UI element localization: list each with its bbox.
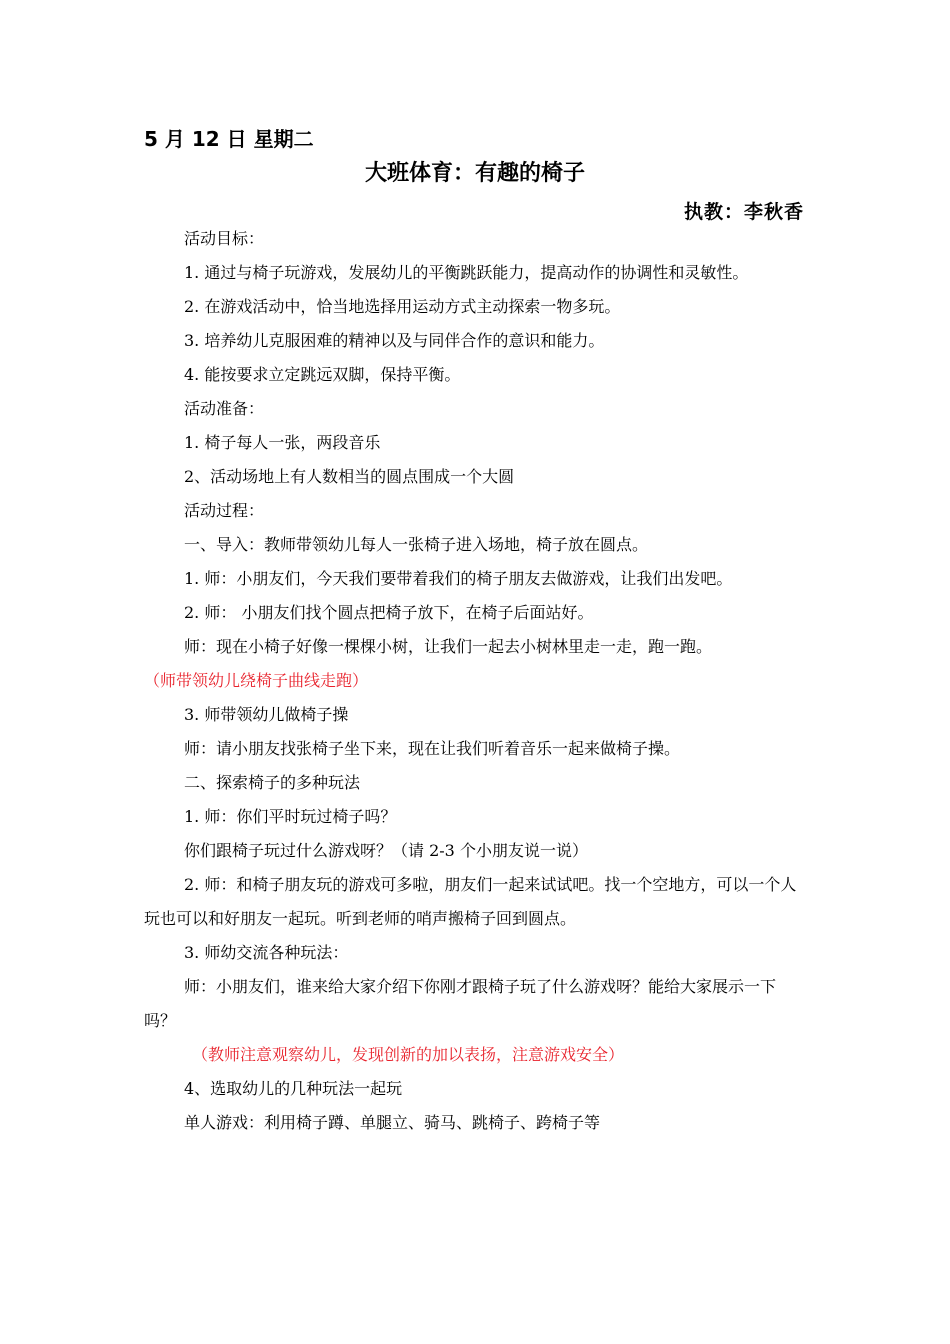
lesson-body bbox=[144, 222, 806, 1140]
section-heading-explore: 二、探索椅子的多种玩法 bbox=[184, 773, 361, 792]
paragraph: 一、导入：教师带领幼儿每人一张椅子进入场地，椅子放在圆点。 bbox=[184, 535, 649, 554]
paragraph: 1. 椅子每人一张，两段音乐 bbox=[184, 433, 381, 452]
paragraph: 2. 师：和椅子朋友玩的游戏可多啦，朋友们一起来试试吧。找一个空地方，可以一个人玩也可以和好朋友一起玩。听到老师的哨声搬椅子回到圆点。 bbox=[144, 875, 797, 928]
red-annotation: （师带领幼儿绕椅子曲线走跑） bbox=[144, 671, 369, 690]
paragraph: 2. 师： 小朋友们找个圆点把椅子放下，在椅子后面站好。 bbox=[184, 603, 594, 622]
paragraph: 1. 师：小朋友们，今天我们要带着我们的椅子朋友去做游戏，让我们出发吧。 bbox=[184, 569, 733, 588]
red-annotation: （教师注意观察幼儿，发现创新的加以表扬，注意游戏安全） bbox=[192, 1045, 625, 1064]
paragraph: 1. 通过与椅子玩游戏，发展幼儿的平衡跳跃能力，提高动作的协调性和灵敏性。 bbox=[184, 263, 749, 282]
paragraph: 3. 师幼交流各种玩法： bbox=[184, 943, 349, 962]
paragraph: 3. 培养幼儿克服困难的精神以及与同伴合作的意识和能力。 bbox=[184, 331, 605, 350]
paragraph: 2、活动场地上有人数相当的圆点围成一个大圆 bbox=[184, 467, 515, 486]
paragraph: 3. 师带领幼儿做椅子操 bbox=[184, 705, 349, 724]
section-heading-prep: 活动准备： bbox=[184, 399, 265, 418]
section-heading-goals: 活动目标： bbox=[184, 229, 265, 248]
section-heading-process: 活动过程： bbox=[184, 501, 265, 520]
paragraph: 师：小朋友们，谁来给大家介绍下你刚才跟椅子玩了什么游戏呀？能给大家展示一下吗？ bbox=[144, 977, 777, 1030]
paragraph: 单人游戏：利用椅子蹲、单腿立、骑马、跳椅子、跨椅子等 bbox=[184, 1113, 601, 1132]
lesson-title: 大班体育：有趣的椅子 bbox=[364, 161, 585, 186]
date-heading: 5 月 12 日 星期二 bbox=[144, 127, 314, 151]
teacher-name: 执教：李秋香 bbox=[683, 201, 804, 223]
paragraph: 你们跟椅子玩过什么游戏呀？（请 2-3 个小朋友说一说） bbox=[184, 841, 588, 860]
paragraph: 师：请小朋友找张椅子坐下来，现在让我们听着音乐一起来做椅子操。 bbox=[184, 739, 681, 758]
paragraph: 1. 师：你们平时玩过椅子吗？ bbox=[184, 807, 397, 826]
paragraph: 2. 在游戏活动中，恰当地选择用运动方式主动探索一物多玩。 bbox=[184, 297, 621, 316]
paragraph: 师：现在小椅子好像一棵棵小树，让我们一起去小树林里走一走，跑一跑。 bbox=[184, 637, 713, 656]
paragraph: 4. 能按要求立定跳远双脚，保持平衡。 bbox=[184, 365, 461, 384]
paragraph: 4、选取幼儿的几种玩法一起玩 bbox=[184, 1079, 403, 1098]
